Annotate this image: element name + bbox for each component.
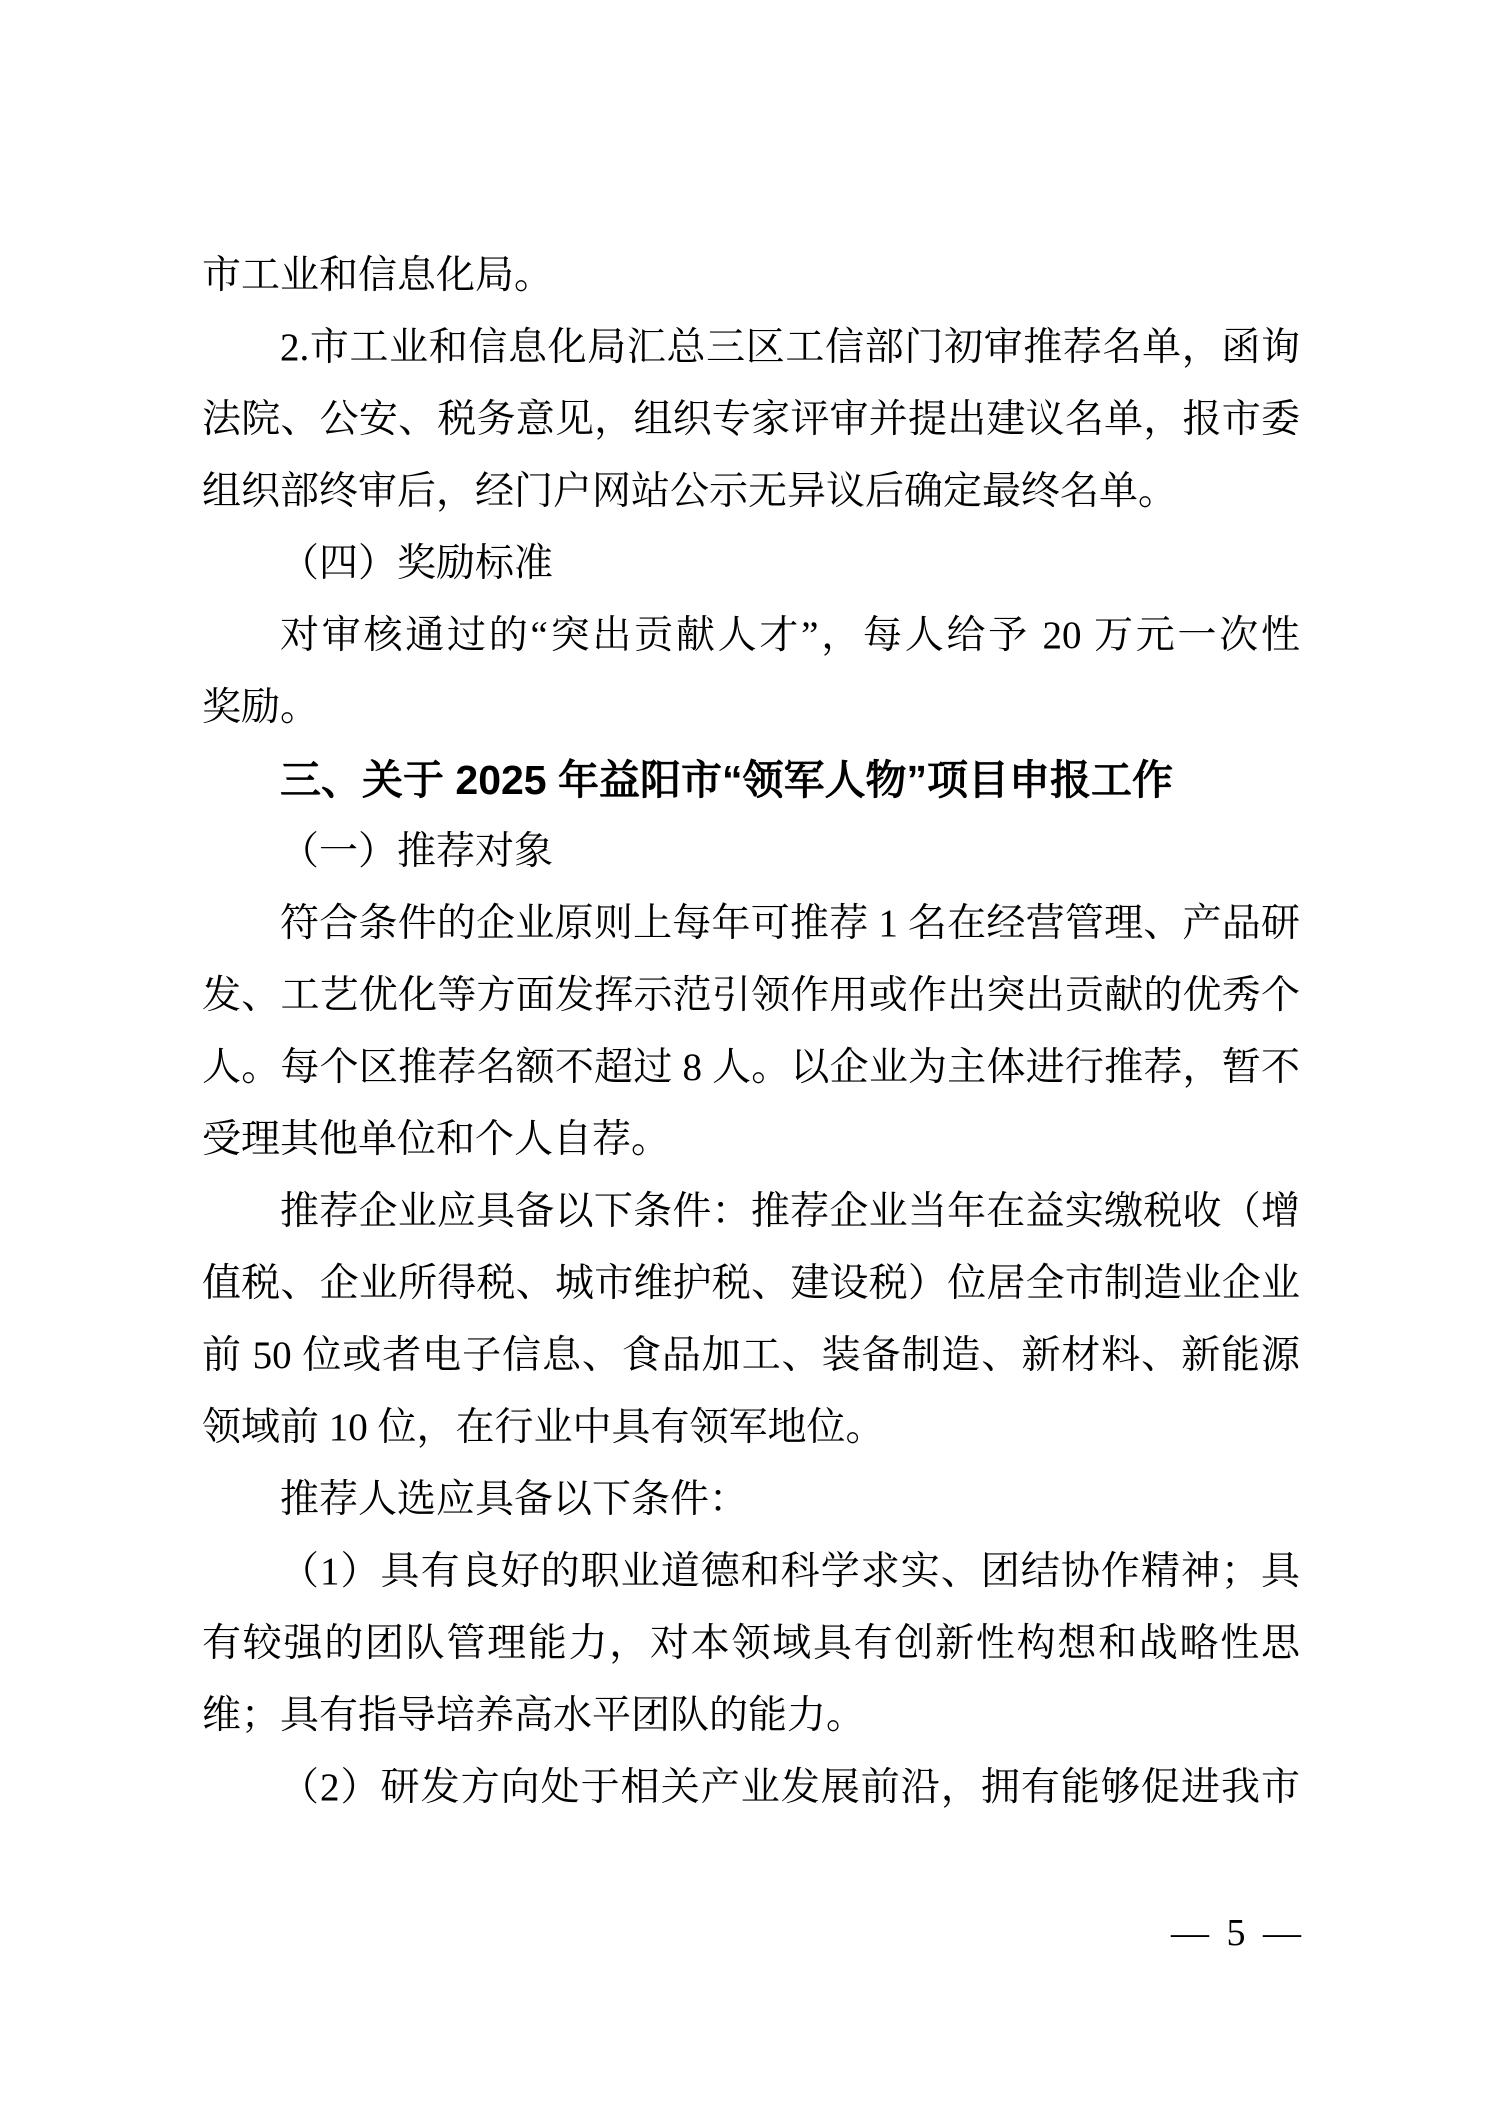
text-line: 法院、公安、税务意见，组织专家评审并提出建议名单，报市委 <box>202 398 1300 441</box>
document-body <box>202 240 1300 1824</box>
text-line: 推荐企业应具备以下条件：推荐企业当年在益实缴税收（增 <box>280 1190 1300 1233</box>
sub-heading: （四）奖励标准 <box>280 542 554 585</box>
section-heading: 三、关于 2025 年益阳市“领军人物”项目申报工作 <box>280 757 1173 803</box>
sub-heading: （一）推荐对象 <box>280 830 554 873</box>
text-line: 前 50 位或者电子信息、食品加工、装备制造、新材料、新能源 <box>202 1334 1300 1377</box>
text-line: 领域前 10 位，在行业中具有领军地位。 <box>202 1406 885 1449</box>
text-line: 推荐人选应具备以下条件： <box>280 1478 749 1521</box>
text-line: 受理其他单位和个人自荐。 <box>202 1118 671 1161</box>
text-line: 奖励。 <box>202 686 320 729</box>
text-line: 人。每个区推荐名额不超过 8 人。以企业为主体进行推荐，暂不 <box>202 1046 1300 1089</box>
text-line: 对审核通过的“突出贡献人才”，每人给予 20 万元一次性 <box>280 614 1300 657</box>
text-line: （2）研发方向处于相关产业发展前沿，拥有能够促进我市 <box>280 1766 1300 1809</box>
text-line: （1）具有良好的职业道德和科学求实、团结协作精神；具 <box>280 1550 1300 1593</box>
text-line: 发、工艺优化等方面发挥示范引领作用或作出突出贡献的优秀个 <box>202 974 1300 1017</box>
text-line: 2.市工业和信息化局汇总三区工信部门初审推荐名单，函询 <box>280 326 1300 369</box>
text-line: 组织部终审后，经门户网站公示无异议后确定最终名单。 <box>202 470 1178 513</box>
page-number: — 5 — <box>1171 1912 1305 1954</box>
text-line: 符合条件的企业原则上每年可推荐 1 名在经营管理、产品研 <box>280 902 1300 945</box>
text-line: 维；具有指导培养高水平团队的能力。 <box>202 1694 866 1737</box>
text-line: 市工业和信息化局。 <box>202 254 554 297</box>
text-line: 有较强的团队管理能力，对本领域具有创新性构想和战略性思 <box>202 1622 1300 1665</box>
text-line: 值税、企业所得税、城市维护税、建设税）位居全市制造业企业 <box>202 1262 1300 1305</box>
